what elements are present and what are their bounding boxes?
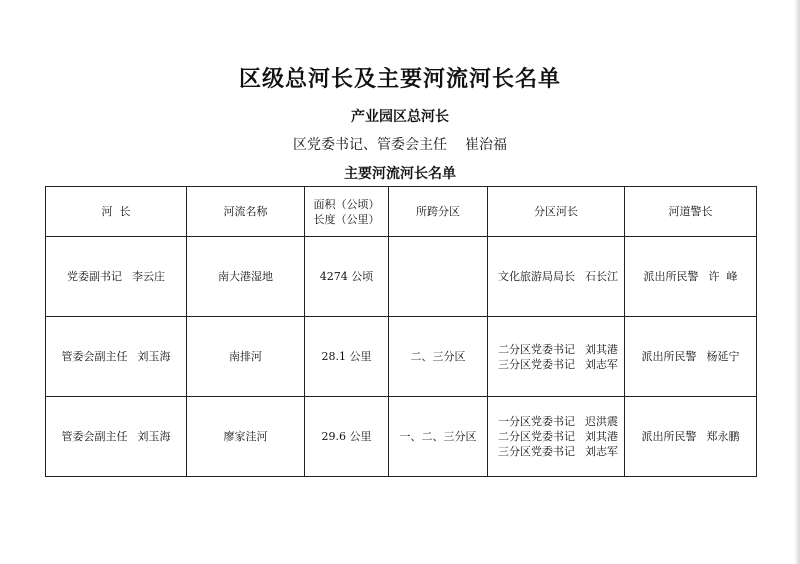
header-district-chiefs: 分区河长	[488, 187, 625, 237]
police-name: 杨延宁	[706, 350, 740, 363]
chief-title: 党委副书记	[67, 270, 122, 283]
district-chief-entry	[492, 444, 620, 459]
chief-title: 管委会副主任	[61, 350, 128, 363]
district-chief-entry	[492, 414, 620, 429]
police-title: 派出所民警	[641, 430, 697, 443]
police-cell	[625, 317, 757, 397]
police-name: 郑永鹏	[706, 430, 740, 443]
chief-title: 管委会副主任	[61, 430, 128, 443]
river-cell: 南排河	[187, 317, 305, 397]
park-chief-position: 区党委书记、管委会主任	[293, 137, 447, 153]
police-title: 派出所民警	[641, 350, 697, 363]
list-heading: 主要河流河长名单	[344, 166, 456, 182]
chief-cell	[46, 317, 187, 397]
table-row	[46, 237, 757, 317]
document-title: 区级总河长及主要河流河长名单	[238, 67, 561, 92]
police-cell	[625, 237, 757, 317]
header-size	[305, 187, 389, 237]
district-chief-title: 一分区党委书记	[498, 415, 575, 428]
header-police: 河道警长	[625, 187, 757, 237]
district-chief-entry	[492, 429, 620, 444]
district-chief-entry	[492, 269, 620, 284]
river-cell: 南大港湿地	[187, 237, 305, 317]
size-cell: 28.1 公里	[305, 317, 389, 397]
district-chief-name: 刘志军	[585, 445, 618, 458]
police-cell	[625, 397, 757, 477]
chief-name: 刘玉海	[137, 430, 171, 443]
district-chief-entry	[492, 357, 620, 372]
header-area: 面积（公顷）	[313, 197, 380, 211]
chief-cell	[46, 397, 187, 477]
district-chief-name: 迟洪震	[585, 415, 618, 428]
header-length: 长度（公里）	[313, 212, 380, 226]
table-row	[46, 397, 757, 477]
district-chief-entry	[492, 342, 620, 357]
district-chief-title: 文化旅游局局长	[498, 270, 575, 283]
district-chief-name: 刘其港	[585, 430, 618, 443]
scan-edge-shadow	[794, 0, 800, 564]
park-chief-line	[0, 134, 800, 154]
chief-name: 李云庄	[132, 270, 165, 283]
district-chiefs-cell	[488, 397, 625, 477]
police-name: 许 峰	[708, 270, 738, 283]
district-chief-name: 石长江	[585, 270, 618, 283]
districts-cell: 二、三分区	[389, 317, 488, 397]
size-cell: 4274 公顷	[305, 237, 389, 317]
table-row	[46, 317, 757, 397]
district-chiefs-cell	[488, 237, 625, 317]
park-chief-name: 崔治福	[465, 137, 507, 153]
chief-cell	[46, 237, 187, 317]
district-chief-title: 二分区党委书记	[498, 430, 575, 443]
river-cell: 廖家洼河	[187, 397, 305, 477]
police-title: 派出所民警	[643, 270, 699, 283]
header-chief: 河 长	[46, 187, 187, 237]
header-river: 河流名称	[187, 187, 305, 237]
district-chief-title: 三分区党委书记	[498, 445, 575, 458]
park-heading: 产业园区总河长	[351, 109, 449, 125]
river-chief-table	[45, 186, 757, 477]
districts-cell	[389, 237, 488, 317]
districts-cell: 一、二、三分区	[389, 397, 488, 477]
header-districts: 所跨分区	[389, 187, 488, 237]
district-chiefs-cell	[488, 317, 625, 397]
district-chief-name: 刘志军	[585, 357, 618, 371]
district-chief-title: 三分区党委书记	[498, 357, 575, 371]
size-cell: 29.6 公里	[305, 397, 389, 477]
table-header-row	[46, 187, 757, 237]
district-chief-title: 二分区党委书记	[498, 342, 575, 356]
chief-name: 刘玉海	[137, 350, 171, 363]
district-chief-name: 刘其港	[585, 342, 618, 356]
